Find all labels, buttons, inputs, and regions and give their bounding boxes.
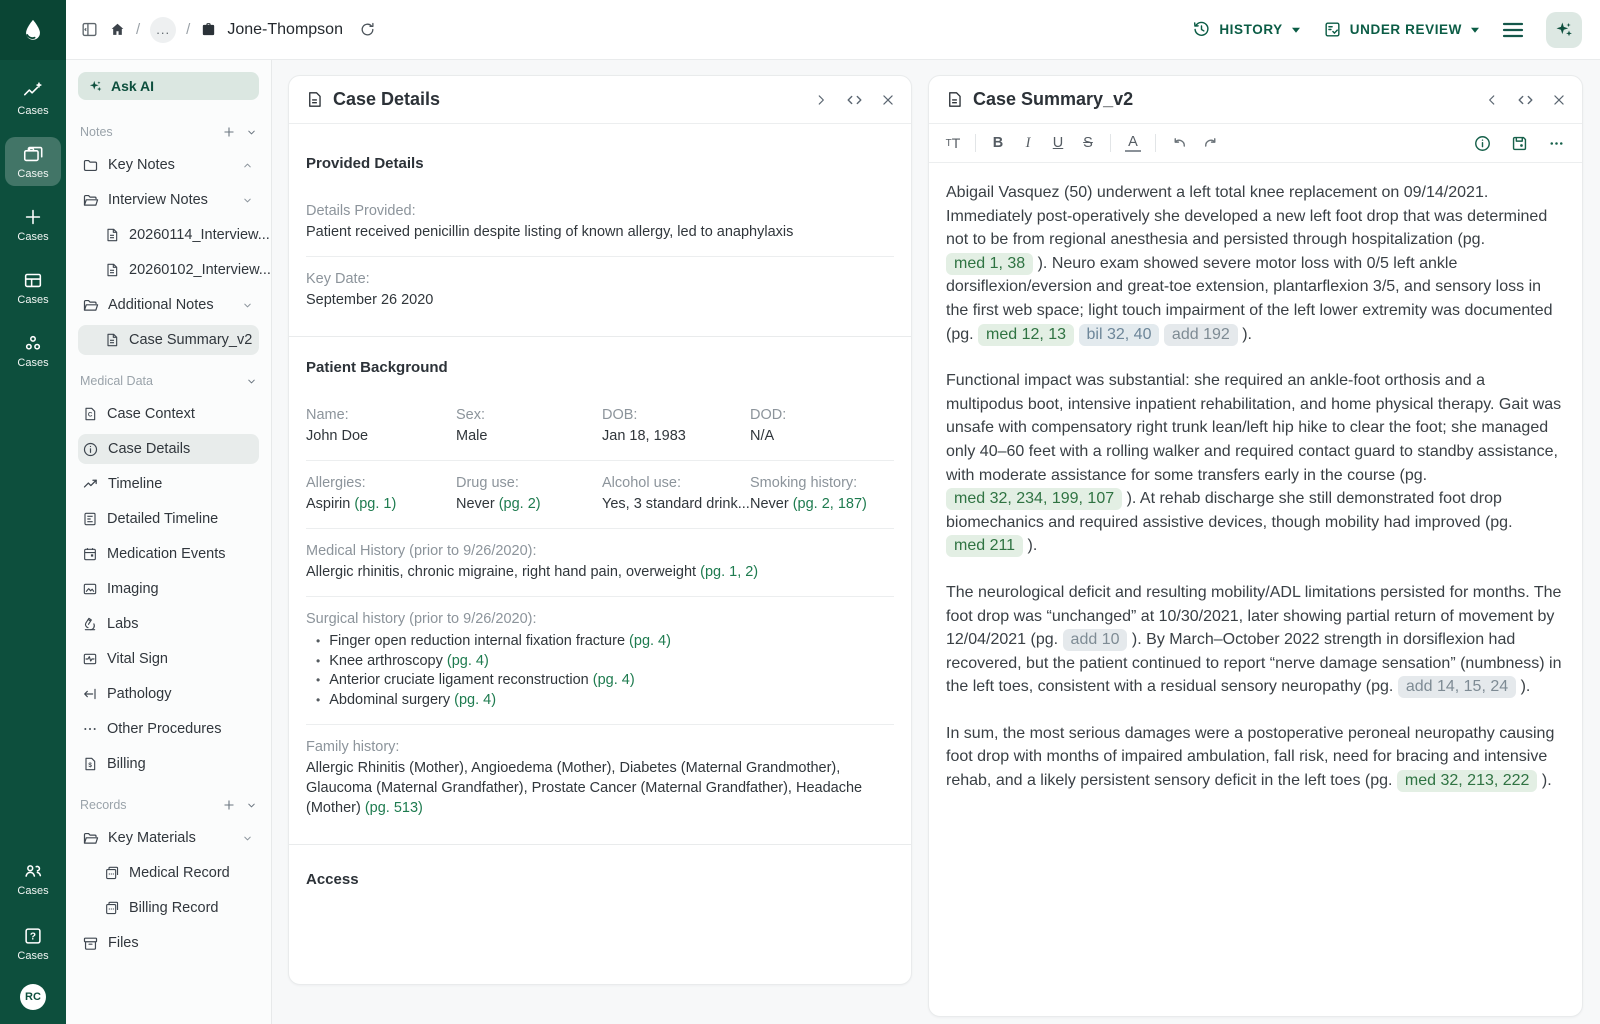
citation-chip[interactable]: med 12, 13 <box>978 324 1074 346</box>
access-heading: Access <box>306 871 359 888</box>
sidebar-item-label: Additional Notes <box>108 297 214 313</box>
page-reference[interactable]: (pg. 1, 2) <box>700 564 759 580</box>
folder-open-icon <box>82 830 99 847</box>
bold-button[interactable]: B <box>992 135 1004 151</box>
provided-details-heading: Provided Details <box>306 155 424 172</box>
summary-paragraph: In sum, the most serious damages were a postoperative peroneal neuropathy causing foot drop with months of impaired ambulation, fall risk, need for bracing and intensive rehab, and a likely persistent sensory deficit in the left toes (pg. med 32, 213, 222 ). <box>946 722 1566 793</box>
surgical-history-item: • Abdominal surgery (pg. 4) <box>316 691 497 708</box>
field-label: Alcohol use: <box>602 475 681 491</box>
sidebar-item-interview-file-1[interactable] <box>78 220 270 250</box>
svg-text:$: $ <box>88 762 92 769</box>
sidebar-item-label: Vital Sign <box>107 651 168 667</box>
text-color-button[interactable]: A <box>1125 135 1141 152</box>
rail-item-help[interactable] <box>5 919 61 968</box>
breadcrumb-separator: / <box>186 21 191 38</box>
surgical-history-item: • Knee arthroscopy (pg. 4) <box>316 652 489 669</box>
code-view-icon[interactable] <box>1517 93 1534 107</box>
panel-title: Case Summary_v2 <box>973 89 1134 109</box>
sidebar-item-billing-record[interactable] <box>78 893 259 923</box>
sidebar-item-label: Detailed Timeline <box>107 511 219 527</box>
chevron-down-icon[interactable] <box>242 195 253 206</box>
field-value: Aspirin (pg. 1) <box>306 496 397 512</box>
field-label: DOB: <box>602 407 638 423</box>
rail-item-network[interactable] <box>5 326 61 375</box>
document-icon <box>104 227 120 243</box>
sparkles-icon <box>1554 20 1574 40</box>
archive-box-icon <box>82 935 99 952</box>
more-options-icon[interactable] <box>1547 134 1566 153</box>
rail-item-label: Cases <box>17 168 49 180</box>
activity-sparkle-icon <box>22 80 44 102</box>
sidebar-item-label: Other Procedures <box>107 721 222 737</box>
breadcrumb-ellipsis[interactable]: ... <box>150 17 176 43</box>
records-section-label: Records <box>80 798 127 812</box>
calendar-icon <box>82 546 98 562</box>
sidebar-item-pathology[interactable] <box>78 679 259 709</box>
sidebar-item-interview-notes[interactable] <box>78 185 259 215</box>
field-value: N/A <box>750 428 775 444</box>
field-label: Name: <box>306 407 349 423</box>
sidebar-item-vital-sign[interactable] <box>78 644 259 674</box>
ellipsis-icon <box>82 721 98 737</box>
field-value: Jan 18, 1983 <box>602 428 686 444</box>
summary-paragraph: Functional impact was substantial: she required an ankle-foot orthosis and a multipodus boot, intensive inpatient rehabilitation, and home physical therapy. Gait was unsafe with compensatory right trunk lean/left hip hike to clear the foot; she managed only 40–60 feet with a rolling walker and required contact guard to standby assistance, with moderate assistance for some transfers early in the course (pg. med 32, 234, 199, 107 ). At rehab discharge she still demonstrated foot drop biomechanics and required assistive devices, though mobility had improved (pg. med 211 ). <box>946 369 1566 558</box>
sidebar-item-label: Case Details <box>108 441 191 457</box>
sidebar <box>66 60 272 1024</box>
panel-title: Case Details <box>333 89 441 109</box>
chevron-down-icon <box>1470 26 1480 34</box>
strikethrough-button[interactable]: S <box>1083 135 1093 151</box>
folder-icon <box>82 157 99 174</box>
surgical-history-item: • Finger open reduction internal fixation fracture (pg. 4) <box>316 633 671 649</box>
sparkles-icon <box>88 79 103 94</box>
sidebar-item-additional-notes[interactable] <box>78 290 259 320</box>
sidebar-item-label: Medication Events <box>107 546 226 562</box>
sidebar-item-label: Medical Record <box>129 865 230 881</box>
citation-chip[interactable]: bil 32, 40 <box>1079 324 1160 346</box>
field-value: Male <box>456 428 488 444</box>
surgical-history-item: • Anterior cruciate ligament reconstruction (pg. 4) <box>316 672 635 688</box>
sidebar-item-label: Case Summary_v2 <box>129 332 253 348</box>
records-section-header <box>80 793 257 817</box>
field-value: John Doe <box>306 428 369 444</box>
topbar <box>66 0 1600 60</box>
undo-icon[interactable] <box>1170 134 1188 152</box>
ask-ai-button[interactable] <box>78 72 259 100</box>
briefcase-icon <box>22 143 44 165</box>
citation-chip[interactable]: add 192 <box>1164 324 1238 346</box>
rail-item-new-case[interactable] <box>5 200 61 249</box>
page-reference[interactable]: (pg. 4) <box>446 652 489 669</box>
document-lines-icon <box>82 511 98 527</box>
sidebar-item-label: Pathology <box>107 686 172 702</box>
summary-paragraph: Abigail Vasquez (50) underwent a left total knee replacement on 09/14/2021. Immediately post-operatively she developed a new left foot drop that was determined not to be from regional anesthesia and persisted through hospitalization (pg. med 1, 38 ). Neuro exam showed severe motor loss with 0/5 left ankle dorsiflexion/eversion and great-toe extension, plantarflexion 3/5, and sensory loss in the first web space; light touch impairment of the left lower extremity was documented (pg. med 12, 13 bil 32, 40 add 192 ). <box>946 181 1566 346</box>
medical-history-value: Allergic rhinitis, chronic migraine, right hand pain, overweight (pg. 1, 2) <box>306 564 759 580</box>
app-logo[interactable] <box>0 0 66 60</box>
sidebar-item-labs[interactable] <box>78 609 259 639</box>
family-history-label: Family history: <box>306 739 400 755</box>
app-rail <box>0 0 66 1024</box>
rail-item-label: Cases <box>17 231 49 243</box>
folder-open-icon <box>82 297 99 314</box>
case-summary-panel <box>928 75 1583 1017</box>
sidebar-item-billing[interactable] <box>78 749 259 779</box>
sidebar-item-label: Timeline <box>108 476 163 492</box>
sidebar-item-interview-file-2[interactable] <box>78 255 271 285</box>
details-provided-value: Patient received penicillin despite listing of known allergy, led to anaphylaxis <box>306 224 794 240</box>
menu-icon[interactable] <box>1502 21 1524 39</box>
page-reference[interactable]: (pg. 4) <box>592 672 635 688</box>
review-status-button[interactable] <box>1323 20 1480 39</box>
rail-item-label: Cases <box>17 950 49 962</box>
breadcrumb <box>80 17 376 43</box>
close-icon[interactable] <box>1552 93 1566 107</box>
case-summary-header <box>929 76 1582 124</box>
board-icon <box>22 269 44 291</box>
chevron-down-icon[interactable] <box>246 127 257 138</box>
help-icon <box>22 925 44 947</box>
chevron-down-icon[interactable] <box>242 300 253 311</box>
sidebar-item-label: Billing Record <box>129 900 219 916</box>
billing-doc-icon <box>82 756 98 772</box>
medical-data-section-label: Medical Data <box>80 374 153 388</box>
main-content <box>272 60 1600 1024</box>
page-reference[interactable]: (pg. 1) <box>354 496 397 512</box>
document-icon <box>104 332 120 348</box>
expand-panel-icon[interactable] <box>814 93 828 107</box>
vitals-monitor-icon <box>82 651 98 667</box>
history-icon <box>1192 20 1211 39</box>
info-icon[interactable] <box>1473 134 1492 153</box>
citation-chip[interactable]: med 1, 38 <box>946 253 1033 275</box>
sidebar-item-detailed-timeline[interactable] <box>78 504 259 534</box>
page-reference[interactable]: (pg. 2, 187) <box>792 496 867 512</box>
sidebar-item-other-procedures[interactable] <box>78 714 259 744</box>
sidebar-item-label: Files <box>108 935 139 951</box>
code-view-icon[interactable] <box>846 93 863 107</box>
sidebar-item-key-materials[interactable] <box>78 823 259 853</box>
notes-section-label: Notes <box>80 125 113 139</box>
microscope-icon <box>82 616 98 632</box>
chevron-down-icon[interactable] <box>242 833 253 844</box>
chevron-down-icon[interactable] <box>246 376 257 387</box>
svg-text:?: ? <box>29 931 37 943</box>
field-value: Yes, 3 standard drink... <box>602 496 750 512</box>
rail-item-label: Cases <box>17 294 49 306</box>
folder-open-icon <box>82 192 99 209</box>
case-briefcase-icon <box>200 21 217 38</box>
sidebar-item-case-summary[interactable] <box>78 325 259 355</box>
sidebar-item-label: Billing <box>107 756 146 772</box>
review-status-label: UNDER REVIEW <box>1349 22 1462 37</box>
redo-icon[interactable] <box>1202 134 1220 152</box>
summary-paragraph: The neurological deficit and resulting mobility/ADL limitations persisted for months. The foot drop was “unchanged” at 10/30/2021, later showing partial return of movement by 12/04/2021 (pg. add 10 ). By March–October 2022 strength in dorsiflexion had recovered, but the patient continued to report “nerve damage sensation” (numbness) in the left toes, consistent with a residual sensory neuropathy (pg. add 14, 15, 24 ). <box>946 581 1566 699</box>
sidebar-item-label: Imaging <box>107 581 159 597</box>
trend-icon <box>82 476 99 493</box>
field-label: Sex: <box>456 407 486 423</box>
add-note-icon[interactable] <box>222 125 236 139</box>
history-button[interactable] <box>1192 20 1300 39</box>
font-size-button[interactable]: T T <box>945 135 961 151</box>
ai-assistant-button[interactable] <box>1546 12 1582 48</box>
citation-chip[interactable]: med 211 <box>946 535 1023 557</box>
rail-item-insights[interactable] <box>5 74 61 123</box>
field-label: Drug use: <box>456 475 519 491</box>
document-icon <box>945 90 964 109</box>
citation-chip[interactable]: add 10 <box>1063 629 1128 651</box>
page-reference[interactable]: (pg. 4) <box>454 691 497 708</box>
refresh-icon[interactable] <box>359 21 376 38</box>
medical-data-section-header <box>80 369 257 393</box>
sidebar-item-label: 20260114_Interview... <box>129 227 270 243</box>
plus-icon <box>22 206 44 228</box>
rail-item-label: Cases <box>17 357 49 369</box>
rail-item-cases[interactable] <box>5 137 61 186</box>
sidebar-item-medical-record[interactable] <box>78 858 259 888</box>
italic-button[interactable]: I <box>1025 134 1031 151</box>
user-avatar[interactable]: RC <box>20 984 46 1010</box>
add-record-icon[interactable] <box>222 798 236 812</box>
sidebar-item-label: Labs <box>107 616 139 632</box>
page-reference[interactable]: (pg. 2) <box>498 496 541 512</box>
chevron-down-icon[interactable] <box>246 800 257 811</box>
image-icon <box>82 581 98 597</box>
citation-chip[interactable]: med 32, 234, 199, 107 <box>946 488 1122 510</box>
breadcrumb-separator: / <box>136 21 141 38</box>
sidebar-item-label: Case Context <box>107 406 195 422</box>
sidebar-item-label: Key Materials <box>108 830 196 846</box>
sidebar-item-timeline[interactable] <box>78 469 259 499</box>
family-history-value: Allergic Rhinitis (Mother), Angioedema (Mother), Diabetes (Maternal Grandmother), Glaucoma (Maternal Grandfather), Prostate Cancer (Maternal Grandfather), Headache (Mother) (pg. 513) <box>306 760 863 816</box>
sidebar-item-case-details[interactable] <box>78 434 259 464</box>
underline-button[interactable]: U <box>1052 135 1064 151</box>
history-label: HISTORY <box>1219 22 1283 37</box>
ask-ai-label: Ask AI <box>111 78 155 94</box>
rail-item-label: Cases <box>17 105 49 117</box>
sidebar-item-imaging[interactable] <box>78 574 259 604</box>
case-context-icon <box>82 406 98 422</box>
key-date-value: September 26 2020 <box>306 292 434 308</box>
page-reference[interactable]: (pg. 513) <box>364 800 423 816</box>
chevron-down-icon <box>1291 26 1301 34</box>
editor-toolbar <box>929 124 1582 163</box>
field-label: DOD: <box>750 407 787 423</box>
info-circle-icon <box>82 441 99 458</box>
collapse-panel-icon[interactable] <box>1485 93 1499 107</box>
record-copy-icon <box>104 900 120 916</box>
rail-item-clients[interactable] <box>5 854 61 903</box>
sidebar-item-medication-events[interactable] <box>78 539 259 569</box>
people-icon <box>22 860 44 882</box>
record-copy-icon <box>104 865 120 881</box>
chevron-up-icon[interactable] <box>242 160 253 171</box>
summary-editor[interactable] <box>929 163 1582 793</box>
case-details-panel <box>288 75 912 985</box>
patient-background-heading: Patient Background <box>306 359 448 376</box>
sidebar-item-label: Interview Notes <box>108 192 208 208</box>
field-value: Never (pg. 2, 187) <box>750 496 867 512</box>
sidebar-item-files[interactable] <box>78 928 259 958</box>
sidebar-item-case-context[interactable] <box>78 399 259 429</box>
sidebar-item-label: Key Notes <box>108 157 175 173</box>
svg-text:C: C <box>87 411 93 419</box>
branch-arrow-icon <box>82 686 98 702</box>
checklist-icon <box>1323 20 1342 39</box>
home-icon[interactable] <box>109 21 126 38</box>
field-label: Allergies: <box>306 475 366 491</box>
save-icon[interactable] <box>1510 134 1529 153</box>
details-provided-label: Details Provided: <box>306 203 416 219</box>
rail-item-label: Cases <box>17 885 49 897</box>
sidebar-item-key-notes[interactable] <box>78 150 259 180</box>
citation-chip[interactable]: add 14, 15, 24 <box>1398 676 1516 698</box>
surgical-history-label: Surgical history (prior to 9/26/2020): <box>306 611 537 627</box>
document-icon <box>305 90 324 109</box>
page-reference[interactable]: (pg. 4) <box>629 633 671 649</box>
close-icon[interactable] <box>881 93 895 107</box>
medical-history-label: Medical History (prior to 9/26/2020): <box>306 543 537 559</box>
notes-section-header <box>80 120 257 144</box>
sidebar-item-label: 20260102_Interview... <box>129 262 271 278</box>
field-value: Never (pg. 2) <box>456 496 541 512</box>
breadcrumb-case-name[interactable]: Jone-Thompson <box>227 20 343 38</box>
drop-logo-icon <box>20 17 46 43</box>
nodes-icon <box>22 332 44 354</box>
panel-toggle-icon[interactable] <box>80 20 99 39</box>
document-icon <box>104 262 120 278</box>
case-details-header <box>289 76 911 124</box>
key-date-label: Key Date: <box>306 271 370 287</box>
citation-chip[interactable]: med 32, 213, 222 <box>1397 770 1538 792</box>
rail-item-board[interactable] <box>5 263 61 312</box>
field-label: Smoking history: <box>750 475 858 491</box>
